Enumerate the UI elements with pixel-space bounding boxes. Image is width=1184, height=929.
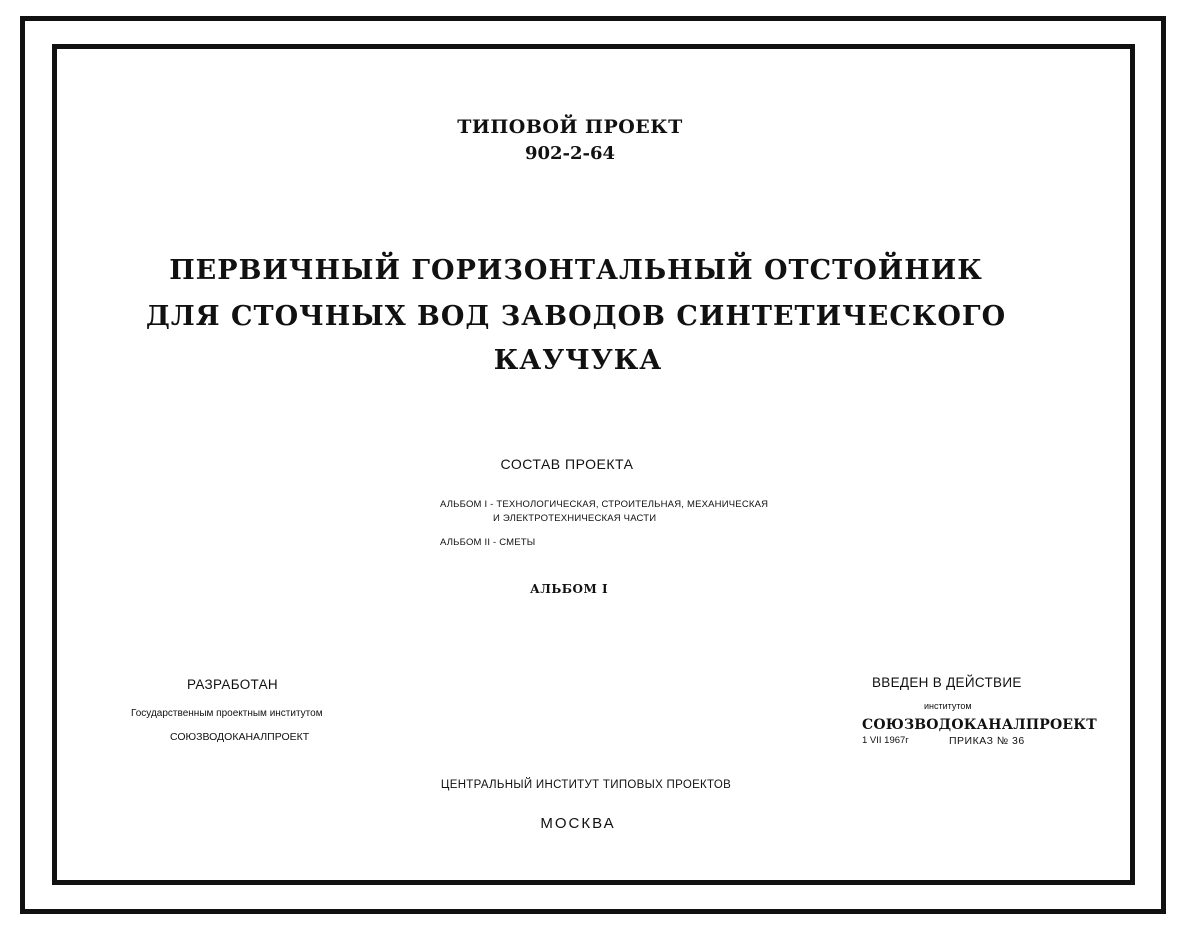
publisher: ЦЕНТРАЛЬНЫЙ ИНСТИТУТ ТИПОВЫХ ПРОЕКТОВ [440, 779, 732, 791]
title-line-1: ПЕРВИЧНЫЙ ГОРИЗОНТАЛЬНЫЙ ОТСТОЙНИК [169, 255, 983, 286]
current-album: АЛЬБОМ I [530, 582, 609, 596]
developed-by: Государственным проектным институтом [131, 708, 323, 719]
introduction-date: 1 VII 1967г [862, 735, 909, 746]
album-2-description: АЛЬБОМ II - СМЕТЫ [440, 537, 536, 548]
introduced-label: ВВЕДЕН В ДЕЙСТВИЕ [872, 675, 1022, 690]
title-line-3: КАУЧУКА [493, 345, 663, 376]
city: МОСКВА [540, 815, 616, 832]
order-number: ПРИКАЗ № 36 [949, 735, 1025, 747]
title-line-2: ДЛЯ СТОЧНЫХ ВОД ЗАВОДОВ СИНТЕТИЧЕСКОГО [145, 301, 1007, 332]
project-number: 902-2-64 [524, 143, 616, 164]
introducing-organization: СОЮЗВОДОКАНАЛПРОЕКТ [862, 717, 1097, 733]
developer-organization: СОЮЗВОДОКАНАЛПРОЕКТ [170, 731, 310, 743]
album-1-description-cont: И ЭЛЕКТРОТЕХНИЧЕСКАЯ ЧАСТИ [493, 513, 657, 524]
developed-label: РАЗРАБОТАН [187, 677, 278, 692]
project-label: ТИПОВОЙ ПРОЕКТ [457, 116, 683, 138]
introduced-by: институтом [924, 701, 972, 711]
composition-title: СОСТАВ ПРОЕКТА [500, 456, 634, 472]
album-1-description: АЛЬБОМ I - ТЕХНОЛОГИЧЕСКАЯ, СТРОИТЕЛЬНАЯ, МЕХАНИЧЕСКАЯ [440, 499, 769, 510]
